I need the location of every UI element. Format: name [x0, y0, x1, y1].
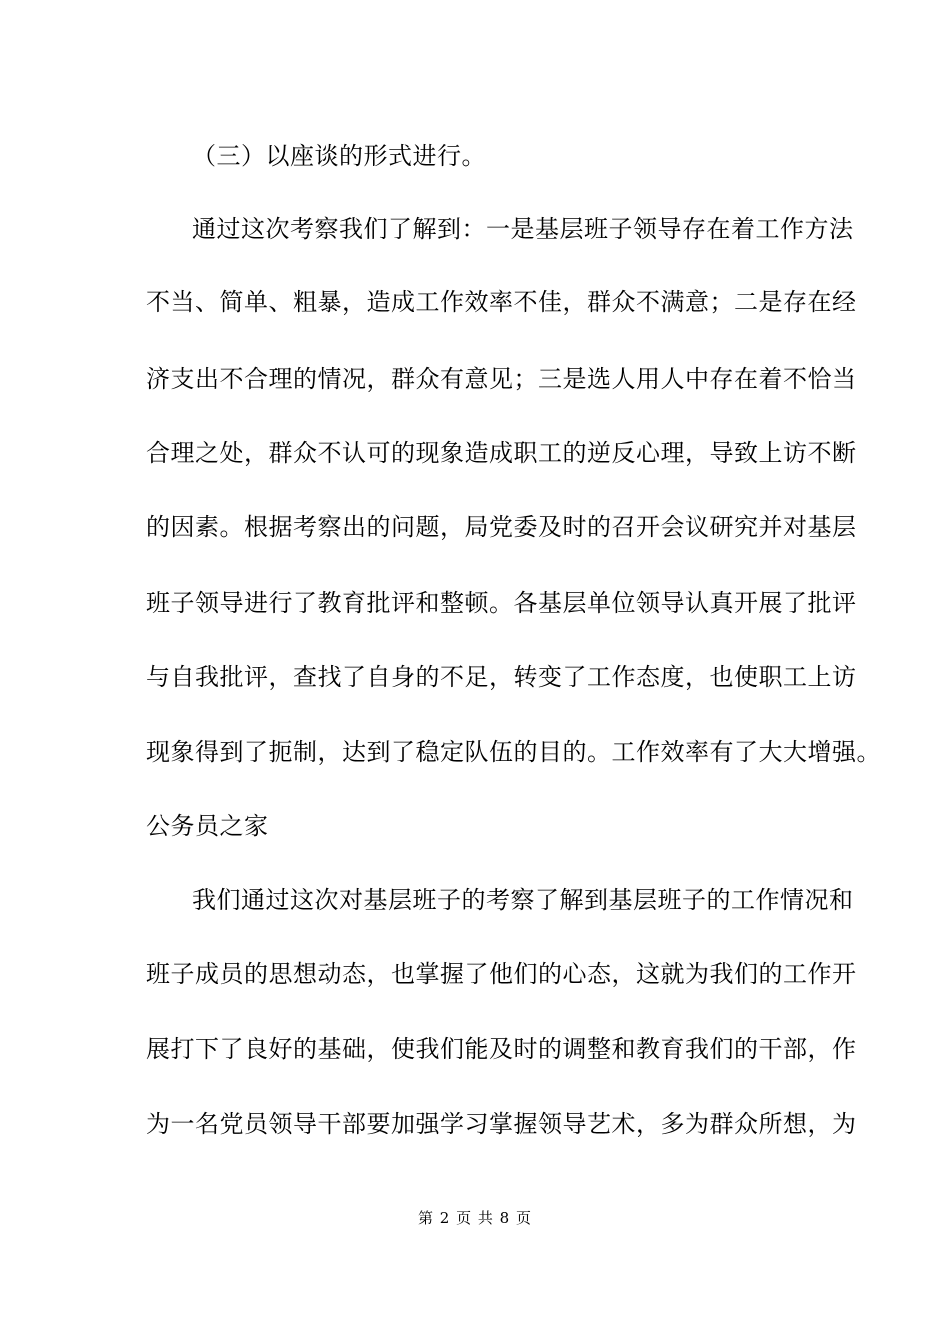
paragraph-line: 班子领导进行了教育批评和整顿。各基层单位领导认真开展了批评 [146, 589, 857, 617]
paragraph-line: 与自我批评，查找了自身的不足，转变了工作态度，也使职工上访 [146, 663, 857, 691]
paragraph-line: 公务员之家 [146, 812, 269, 840]
page-number-footer: 第 2 页 共 8 页 [418, 1209, 532, 1227]
paragraph-line: 展打下了良好的基础，使我们能及时的调整和教育我们的干部，作 [146, 1035, 857, 1063]
paragraph-line: 通过这次考察我们了解到：一是基层班子领导存在着工作方法 [192, 215, 854, 243]
paragraph-line: 不当、简单、粗暴，造成工作效率不佳，群众不满意；二是存在经 [146, 288, 857, 316]
paragraph-line: 我们通过这次对基层班子的考察了解到基层班子的工作情况和 [192, 886, 854, 914]
paragraph-line: （三）以座谈的形式进行。 [192, 142, 486, 170]
paragraph-line: 的因素。根据考察出的问题，局党委及时的召开会议研究并对基层 [146, 513, 857, 541]
paragraph-line: 现象得到了扼制，达到了稳定队伍的目的。工作效率有了大大增强。 [146, 738, 881, 766]
paragraph-line: 班子成员的思想动态，也掌握了他们的心态，这就为我们的工作开 [146, 960, 857, 988]
paragraph-line: 为一名党员领导干部要加强学习掌握领导艺术，多为群众所想，为 [146, 1110, 857, 1138]
paragraph-line: 济支出不合理的情况，群众有意见；三是选人用人中存在着不恰当 [146, 365, 857, 393]
paragraph-line: 合理之处，群众不认可的现象造成职工的逆反心理，导致上访不断 [146, 439, 857, 467]
